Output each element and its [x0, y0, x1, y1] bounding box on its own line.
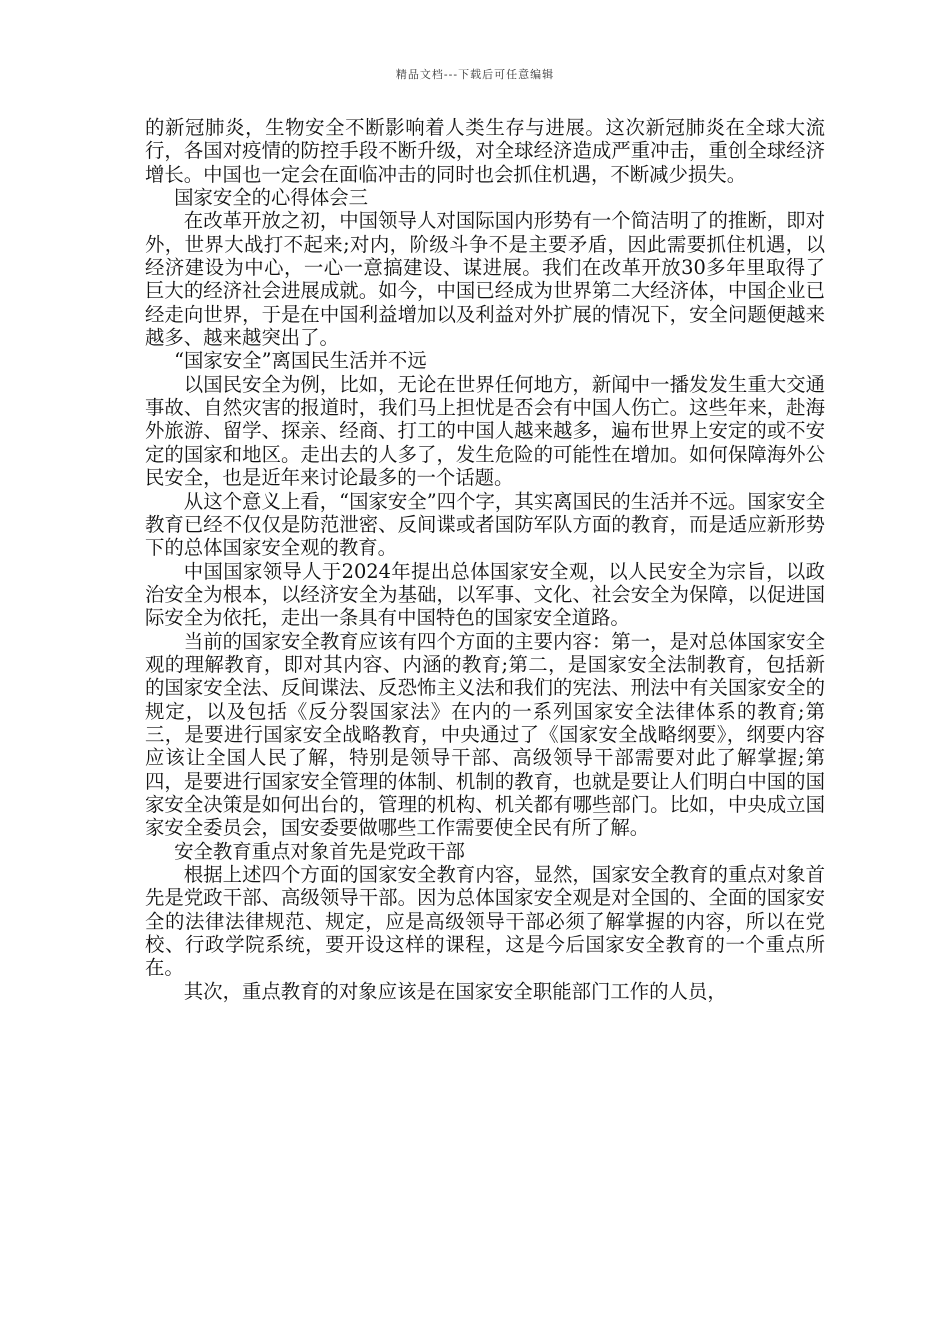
section-heading: “国家安全”离国民生活并不远 [174, 349, 427, 373]
document-body [145, 116, 825, 1003]
section-heading: 安全教育重点对象首先是党政干部 [174, 839, 465, 863]
paragraph: 根据上述四个方面的国家安全教育内容，显然，国家安全教育的重点对象首先是党政干部、高级领导干部。因为总体国家安全观是对全国的、全面的国家安全的法律法律规范、规定，应是高级领导干部必须了解掌握的内容，所以在党校、行政学院系统，要开设这样的课程，这是今后国家安全教育的一个重点所在。 [145, 863, 825, 980]
paragraph: 中国国家领导人于2024年提出总体国家安全观，以人民安全为宗旨，以政治安全为根本，以经济安全为基础，以军事、文化、社会安全为保障，以促进国际安全为依托，走出一条具有中国特色的国家安全道路。 [145, 559, 825, 630]
page-header: 精品文档---下载后可任意编辑 [395, 68, 555, 81]
paragraph: 在改革开放之初，中国领导人对国际国内形势有一个简洁明了的推断，即对外，世界大战打不起来;对内，阶级斗争不是主要矛盾，因此需要抓住机遇，以经济建设为中心，一心一意搞建设、谋进展。我们在改革开放30多年里取得了巨大的经济社会进展成就。如今，中国已经成为世界第二大经济体，中国企业已经走向世界，于是在中国利益增加以及利益对外扩展的情况下，安全问题便越来越多、越来越突出了。 [145, 209, 825, 350]
paragraph: 以国民安全为例，比如，无论在世界任何地方，新闻中一播发发生重大交通事故、自然灾害的报道时，我们马上担忧是否会有中国人伤亡。这些年来，赴海外旅游、留学、探亲、经商、打工的中国人越来越多，遍布世界上安定的或不安定的国家和地区。走出去的人多了，发生危险的可能性在增加。如何保障海外公民安全，也是近年来讨论最多的一个话题。 [145, 372, 825, 490]
paragraph: 当前的国家安全教育应该有四个方面的主要内容：第一，是对总体国家安全观的理解教育，即对其内容、内涵的教育;第二，是国家安全法制教育，包括新的国家安全法、反间谍法、反恐怖主义法和我们的宪法、刑法中有关国家安全的规定，以及包括《反分裂国家法》在内的一系列国家安全法律体系的教育;第三，是要进行国家安全战略教育，中央通过了《国家安全战略纲要》，纲要内容应该让全国人民了解，特别是领导干部、高级领导干部需要对此了解掌握;第四，是要进行国家安全管理的体制、机制的教育，也就是要让人们明白中国的国家安全决策是如何出台的，管理的机构、机关都有哪些部门。比如，中央成立国家安全委员会，国安委要做哪些工作需要使全民有所了解。 [145, 629, 825, 840]
paragraph: 其次，重点教育的对象应该是在国家安全职能部门工作的人员， [183, 979, 727, 1003]
paragraph: 从这个意义上看，“国家安全”四个字，其实离国民的生活并不远。国家安全教育已经不仅仅是防范泄密、反间谍或者国防军队方面的教育，而是适应新形势下的总体国家安全观的教育。 [145, 489, 825, 560]
paragraph: 的新冠肺炎，生物安全不断影响着人类生存与进展。这次新冠肺炎在全球大流行，各国对疫情的防控手段不断升级，对全球经济造成严重冲击，重创全球经济增长。中国也一定会在面临冲击的同时也会抓住机遇，不断减少损失。 [145, 116, 825, 186]
section-heading: 国家安全的心得体会三 [174, 186, 368, 210]
